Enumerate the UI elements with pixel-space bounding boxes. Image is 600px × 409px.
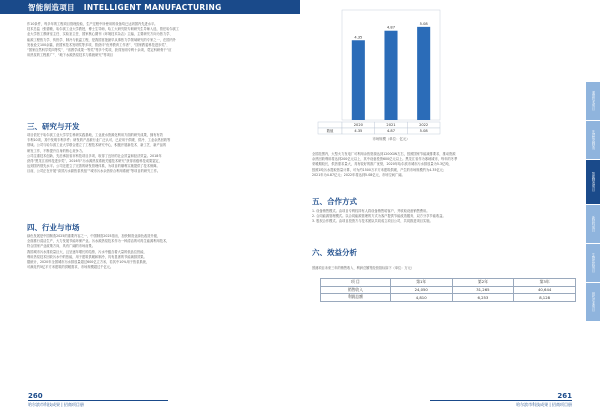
footer-text-right: 哈尔滨市科技成果 | 招商项目册 (516, 402, 572, 407)
text-line: 领域。公司与哈尔滨工业大学联合建立了工程技术研究中心，积极开展新技术、新工艺、新产品的 (27, 143, 167, 148)
table-value: 5.08 (419, 129, 428, 134)
right-page (300, 0, 600, 409)
page-number-left: 260 (28, 392, 43, 400)
text-line: 公司注重技术创新，先后承担省市科技项目多项，取得了良好的社会效益和经济效益。2018年 (27, 153, 162, 158)
text-line: 按照1吨污水提取热量计算，可为约1500万平方米建筑供暖，产生的市场规模约为4.35亿元； (312, 167, 447, 172)
side-tab[interactable]: 生物医药项目 (586, 244, 600, 282)
x-tick-label: 2020 (353, 123, 363, 128)
section-title-benefit: 六、效益分析 (312, 248, 357, 257)
text-line: 我国城市污水排放量巨大，且呈逐年增长的趋势，污水中蕴含着大量的低品位热能， (27, 249, 147, 254)
footer-rule-left (28, 400, 168, 401)
table-cell: 24,050 (390, 286, 452, 294)
chart-table-cell (318, 122, 342, 128)
text-line: 据统计，2020年全国城市污水排放量超过600亿立方米，若其中10%用于热泵系统， (27, 260, 150, 264)
text-line: 绿色发展是中国制造2025的重要内容之一，中国制造2025指出，加快制造业绿色改造升级， (27, 234, 161, 238)
x-tick-label: 2021 (386, 123, 396, 128)
side-tab[interactable]: 通用技术项目 (586, 82, 600, 120)
text-line: 利用热泵技术回收污水中的热能，用于建筑供暖和制冷，具有显著的节能减排效果。 (27, 254, 147, 259)
table-value: 4.35 (354, 129, 363, 134)
page-number-right: 261 (557, 392, 572, 400)
table-cell: 8,128 (514, 294, 576, 302)
table-cell: 31,265 (452, 286, 514, 294)
text-line: 用热泵的工程推广”、“地下水源热泵技术与系统研究”等项目 (27, 53, 114, 58)
bar-2021 (384, 31, 397, 120)
table-cell: 6,253 (452, 294, 514, 302)
table-header-cell: 项 目 (321, 279, 391, 287)
header-english: INTELLIGENT MANUFACTURING (83, 3, 222, 12)
table-cell: 40,644 (514, 286, 576, 294)
side-tab[interactable]: 先进装备制造 (586, 121, 600, 159)
section-title-market: 四、行业与市场 (27, 223, 80, 232)
text-line: 技术总监（张德敏，哈尔滨工业大学教授，博士生导师，哈工大研究院专职研究生导师入选，曾任哈尔滨工 (27, 27, 180, 32)
bar-2020 (352, 40, 365, 120)
table-row-label: 利润总额 (321, 294, 391, 302)
side-tab-strip (586, 82, 600, 322)
table-cell: 4,810 (390, 294, 452, 302)
table-row (321, 286, 576, 294)
table-header-cell: 第2年 (452, 279, 514, 287)
text-line: 2. 合同能源管理模式。以合同能源管理的方式为客户提供节能改造服务，双方分享节能收益。 (312, 214, 446, 219)
text-line: 研发工作，不断提升自身的核心竞争力。 (27, 148, 86, 153)
table-header-cell: 第3年 (514, 279, 576, 287)
text-line: 余热回收利用将达到200亿元以上，其中设备投资600亿元以上。黑龙江省作为寒地城市，每年的冬季 (312, 157, 458, 162)
text-line: 能源工程热力学、传热学、制冷与低温工程，是我国首批最早从事热力学领域研究的专家之一，在国内外 (27, 37, 176, 42)
bar-2022 (417, 27, 430, 120)
side-tab[interactable]: 新材料项目 (586, 205, 600, 243)
data-label: 4.35 (354, 35, 363, 40)
table-header-cell: 第1年 (390, 279, 452, 287)
table-header-row (321, 279, 576, 287)
header-section: 智能制造项目 (28, 3, 75, 12)
text-line: 1. 设备销售模式。由项目专利权持有人将设备销售给客户，并收取设备销售费用。 (312, 209, 430, 213)
footer-rule-right (430, 400, 572, 401)
side-tab[interactable]: 现代农业项目 (586, 283, 600, 321)
text-line: 采暖期较长，供热需求量大，具有较好的推广优势，2020年哈尔滨市城市污水排放量为5.3亿吨， (312, 162, 452, 167)
side-tab[interactable]: 智能制造项目 (586, 160, 600, 204)
section-title-cooperation: 五、合作方式 (312, 197, 357, 206)
text-line: 全国范围内，大型火力发电厂可利用余热资源达到1200GW左右，按照国家节能减排要求，推动资源 (312, 152, 456, 156)
table-row-label: 数值 (326, 129, 334, 134)
text-line: 目前，公司正在开展“高效污水源热泵机组”“城市污水余热综合利用系统”等项目的研究工作。 (27, 169, 161, 174)
text-line: 项目依托于哈尔滨工业大学学生科研实践基地，工业废水资源化利用方面的研究成果，拥有有效 (27, 133, 163, 137)
text-line: 3. 股权合作模式。由项目投资方与技术团队共同成立项目公司，共同推进项目实施。 (312, 219, 433, 224)
table-value: 4.87 (386, 129, 396, 134)
section-title-research: 三、研究与开发 (27, 122, 80, 131)
table-caption: 预测项目未来三年的销售收入、利润总额等经营指标如下（单位：万元） (312, 266, 414, 270)
x-tick-label: 2022 (419, 123, 429, 128)
text-line: 全面推行清洁生产，大力发展节能环保产业。污水源热泵技术作为一种清洁的可再生能源利用技术， (27, 239, 170, 244)
header-title (28, 2, 222, 13)
text-line: 符合国家产业政策方向，具有广阔的市场前景。 (27, 244, 95, 249)
text-line: 2021年为4.87亿元；2022年将达到5.08亿元，市场空间广阔。 (312, 172, 405, 177)
market-bar-chart (302, 0, 452, 148)
footer-text-left: 哈尔滨市科技成果 | 招商项目册 (28, 402, 84, 407)
text-line: 专利10项，其中发明专利多件；研发的产品被行业广泛认可，已应用于供暖、供冷、工业余热回收等 (27, 138, 171, 143)
chart-legend: 市场规模（单位：亿元） (372, 137, 410, 141)
text-line: 作10条件，每多年的工程项目管理经验，生产过程中所使用的设备均已达到国内先进水平。 (27, 22, 158, 26)
text-line: 可满足约5亿平方米建筑的供暖需求，市场规模超过千亿元。 (27, 265, 114, 270)
text-line: 达到国内领先水平。公司还建立了完善的研发管理体系，为项目的顺利实施提供了技术保障。 (27, 164, 160, 169)
financial-table (320, 278, 576, 302)
text-line: 发表论文100余篇，获国家技术发明奖等多项，曾获评“优秀教育工作者”、“国家教委科技进步奖”、 (27, 42, 170, 47)
table-row (321, 294, 576, 302)
data-label: 4.87 (386, 25, 396, 30)
data-label: 5.08 (419, 21, 428, 26)
text-line: “国家自然科学奖四等奖”、“省教学成果一等奖”等多个奖项，获得发明专利十余项，奠定科研骨干“应 (27, 48, 172, 52)
text-line: 获得“黑龙江省科技进步奖”，2016年“污水源热泵系统关键技术研究”获得省级科技成果鉴定， (27, 159, 162, 163)
text-line: 业大学热工教研室主任、实验室主任、国家核心期刊《环境技术杂志》主编，主要研究方向为热力学、 (27, 32, 173, 37)
table-row-label: 销售收入 (321, 286, 391, 294)
